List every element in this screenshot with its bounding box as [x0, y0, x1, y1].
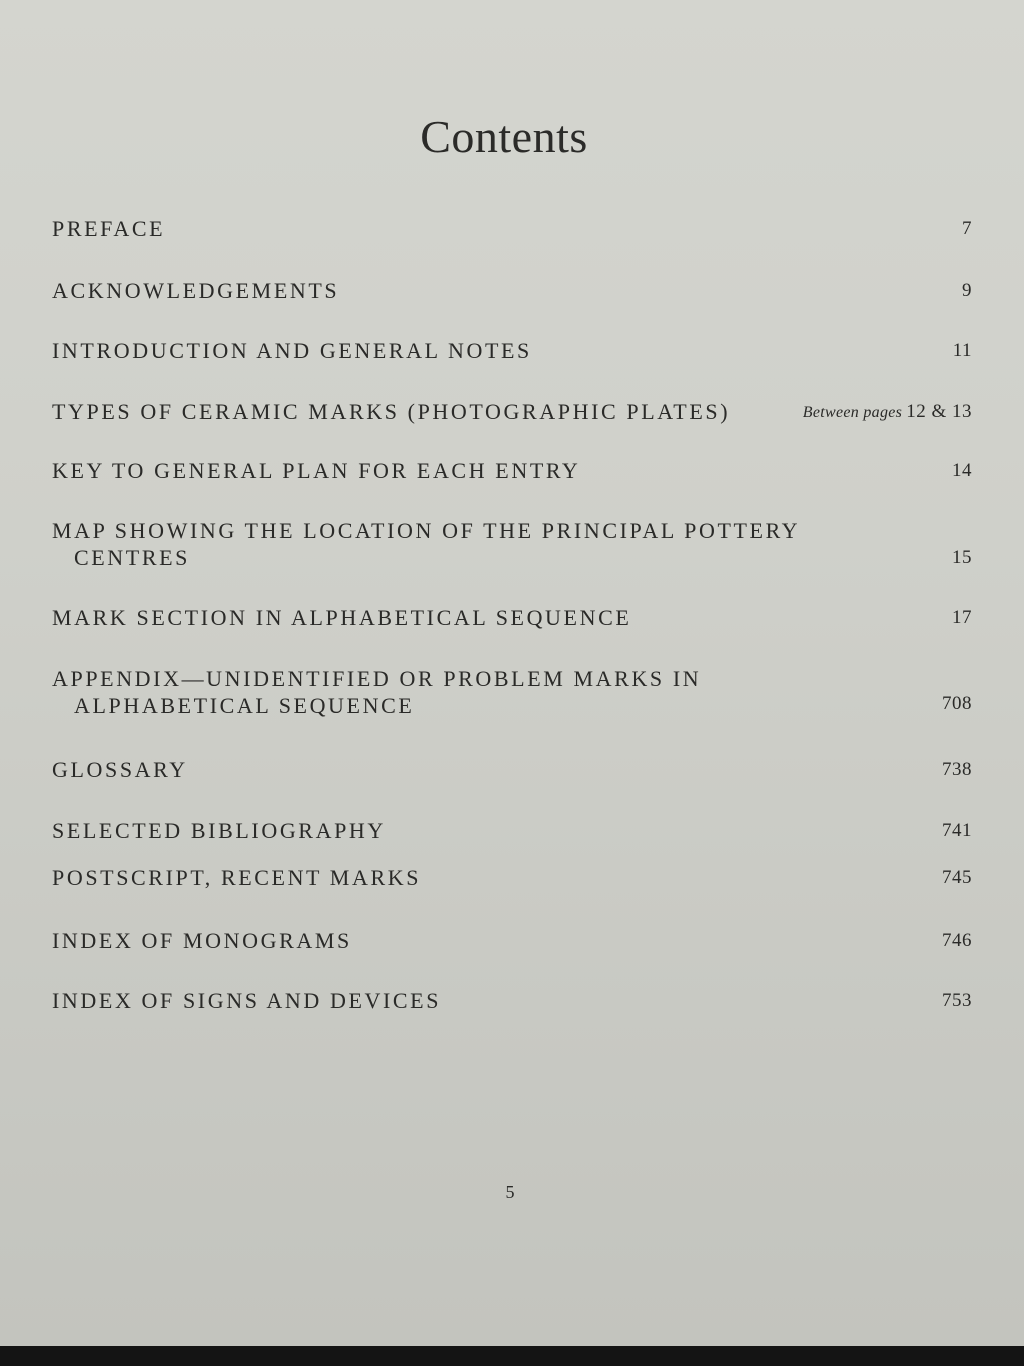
- toc-entry-types-of-ceramic-marks: [52, 398, 972, 425]
- toc-entry-title: [52, 517, 872, 571]
- toc-entry-page: [803, 398, 972, 426]
- toc-entry-postscript: [52, 864, 972, 891]
- toc-entry-bibliography: [52, 817, 972, 844]
- toc-entry-title: SELECTED BIBLIOGRAPHY: [52, 818, 386, 843]
- page-title: Contents: [420, 111, 588, 162]
- toc-entry-page-prefix: Between pages: [802, 404, 903, 421]
- toc-entry-title-line1: MAP SHOWING THE LOCATION OF THE PRINCIPAL POTTERY: [52, 518, 801, 543]
- toc-entry-appendix: [52, 665, 972, 719]
- toc-entry-page: 9: [962, 280, 972, 301]
- toc-entry-page: 15: [952, 547, 972, 568]
- toc-entry-glossary: [52, 756, 972, 783]
- toc-entry-page-number: 12 & 13: [906, 401, 972, 422]
- toc-entry-title: INDEX OF SIGNS AND DEVICES: [52, 988, 442, 1013]
- toc-entry-key-to-general-plan: [52, 457, 972, 484]
- toc-entry-index-of-signs: [52, 987, 972, 1014]
- toc-entry-page: 14: [952, 460, 972, 481]
- toc-entry-title-line2: ALPHABETICAL SEQUENCE: [74, 693, 415, 718]
- toc-entry-page: 738: [942, 759, 972, 780]
- toc-entry-page: 746: [942, 930, 972, 951]
- toc-entry-title: POSTSCRIPT, RECENT MARKS: [52, 865, 422, 890]
- toc-entry-page: 745: [942, 867, 972, 888]
- toc-entry-title: MARK SECTION IN ALPHABETICAL SEQUENCE: [52, 605, 632, 630]
- toc-entry-title: INTRODUCTION AND GENERAL NOTES: [52, 338, 532, 363]
- toc-entry-page: 708: [942, 693, 972, 714]
- toc-entry-title: GLOSSARY: [52, 757, 188, 782]
- toc-entry-title: TYPES OF CERAMIC MARKS (PHOTOGRAPHIC PLATES): [52, 399, 731, 424]
- toc-entry-title-line1: APPENDIX—UNIDENTIFIED OR PROBLEM MARKS IN: [52, 666, 702, 691]
- toc-entry-title: PREFACE: [52, 216, 166, 241]
- toc-entry-mark-section: [52, 604, 972, 631]
- toc-entry-page: 17: [952, 607, 972, 628]
- toc-entry-map: [52, 517, 972, 571]
- toc-entry-preface: [52, 215, 972, 242]
- toc-entry-page: 7: [962, 218, 972, 239]
- toc-entry-page: 753: [942, 990, 972, 1011]
- toc-entry-title: [52, 665, 872, 719]
- toc-entry-index-of-monograms: [52, 927, 972, 954]
- toc-entry-title: KEY TO GENERAL PLAN FOR EACH ENTRY: [52, 458, 581, 483]
- table-surface: [0, 1346, 1024, 1366]
- toc-entry-title-line2: CENTRES: [74, 545, 190, 570]
- toc-entry-page: 11: [952, 340, 972, 361]
- toc-entry-acknowledgements: [52, 277, 972, 304]
- toc-entry-introduction: [52, 337, 972, 364]
- page-number: 5: [505, 1182, 515, 1202]
- toc-entry-title: ACKNOWLEDGEMENTS: [52, 278, 340, 303]
- toc-entry-title: INDEX OF MONOGRAMS: [52, 928, 352, 953]
- toc-entry-page: 741: [942, 820, 972, 841]
